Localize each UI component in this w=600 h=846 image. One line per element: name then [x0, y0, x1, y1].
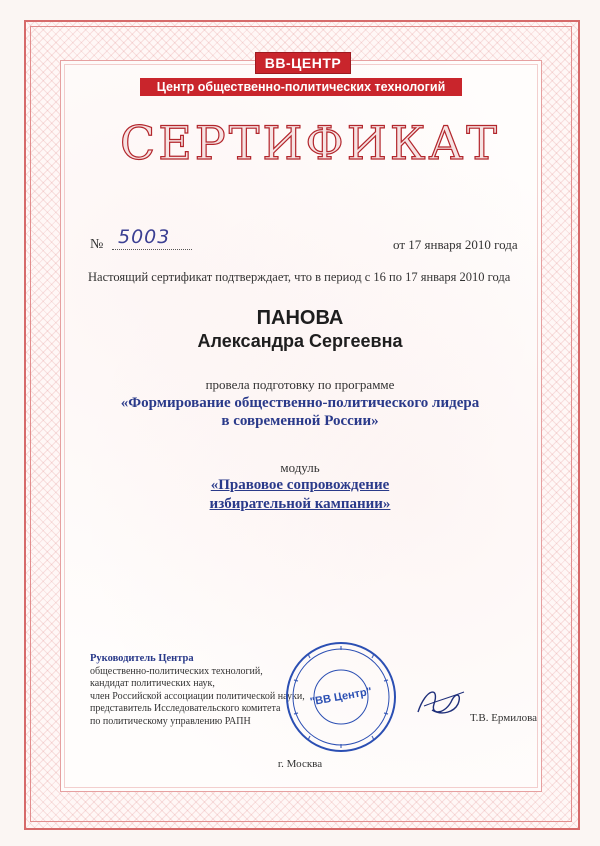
recipient-surname: ПАНОВА — [256, 307, 344, 329]
certificate-title: СЕРТИФИКАТ — [120, 116, 500, 170]
issue-date: от 17 января 2010 года — [393, 237, 518, 252]
signature — [412, 682, 468, 722]
signer-line: кандидат политических наук, — [90, 678, 215, 689]
signer-name: Т.В. Ермилова — [470, 712, 538, 724]
program-title-line1: «Формирование общественно-политического лидера — [120, 395, 480, 411]
official-stamp — [284, 640, 398, 754]
city: г. Москва — [277, 758, 323, 770]
program-title-line2: в современной России» — [221, 413, 379, 429]
signer-block — [90, 653, 305, 728]
recipient-name: Александра Сергеевна — [197, 331, 403, 351]
organization-name: Центр общественно-политических технологий — [140, 78, 462, 96]
signer-line: по политическому управлению РАПН — [90, 715, 251, 727]
confirmation-text: Настоящий сертификат подтверждает, что в период с 16 по 17 января 2010 года — [88, 270, 511, 284]
signer-heading: Руководитель Центра — [90, 653, 194, 664]
number-underline — [112, 249, 192, 250]
module-title-line2: избирательной кампании» — [209, 496, 391, 512]
number-label: № — [90, 237, 104, 252]
certificate-number: 5003 — [118, 226, 171, 248]
program-intro: провела подготовку по программе — [205, 377, 395, 392]
signer-line: член Российской ассоциации политической науки, — [90, 690, 305, 702]
module-title-line1: «Правовое сопровождение — [210, 477, 390, 493]
signer-line: общественно-политических технологий, — [90, 665, 263, 677]
organization-logo: ВВ-ЦЕНТР — [255, 52, 351, 74]
stamp-center-text: "ВВ Центр" — [309, 685, 373, 709]
signer-line: представитель Исследовательского комитета — [90, 703, 281, 714]
module-label: модуль — [280, 460, 320, 475]
